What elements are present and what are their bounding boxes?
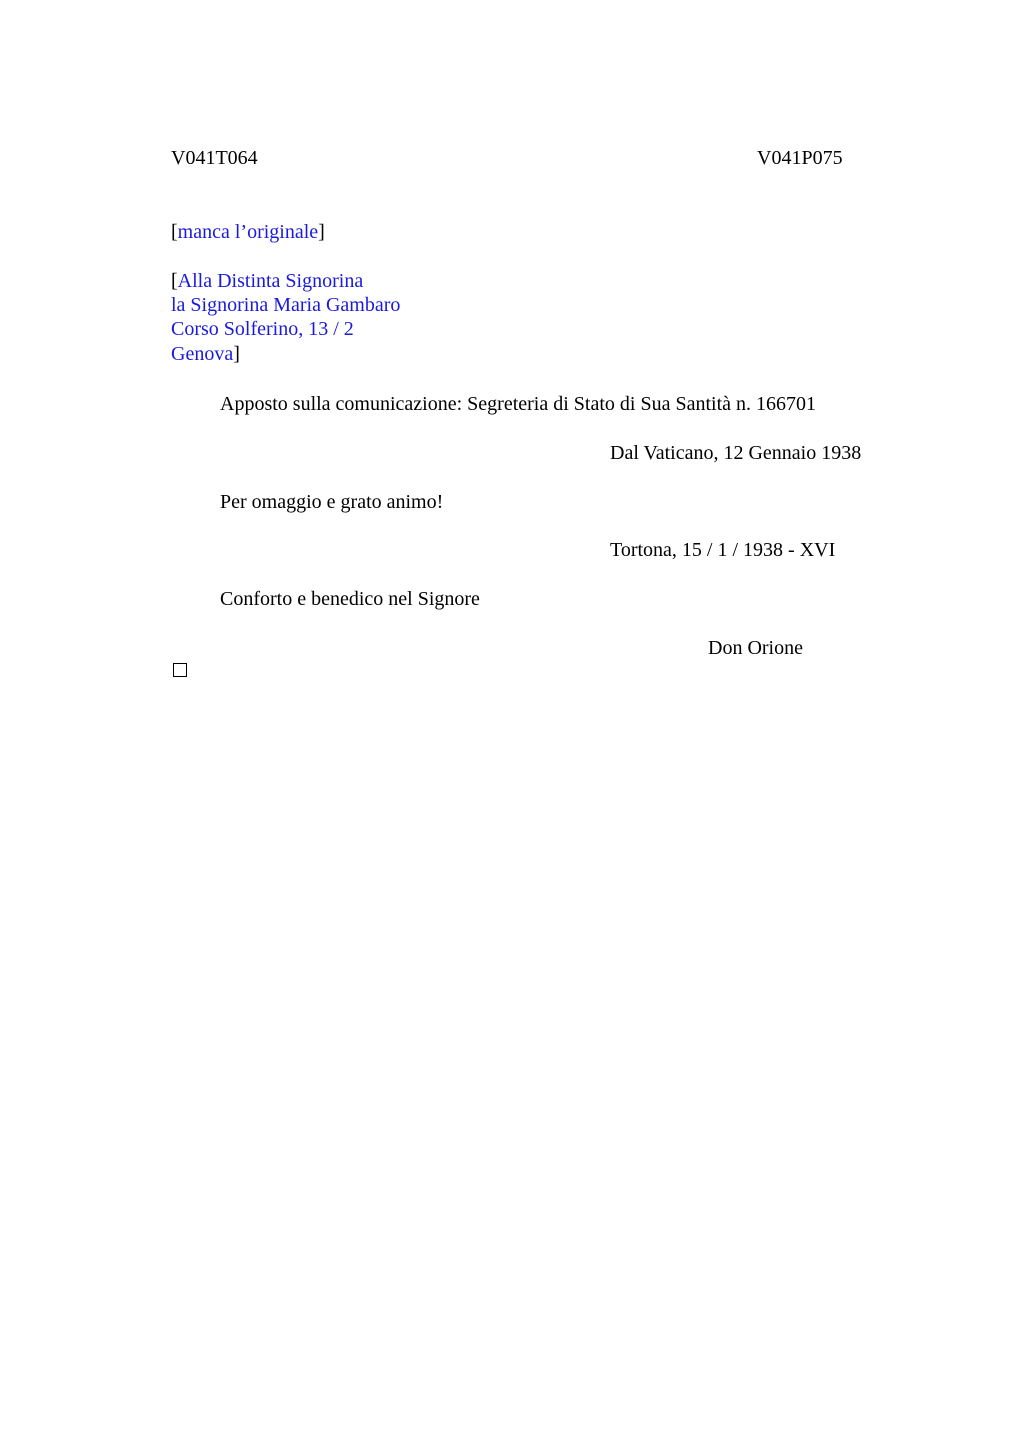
apposto-paragraph: Apposto sulla comunicazione: Segreteria di Stato di Sua Santità n. 166701 [220,393,817,415]
note-text: manca l’originale [177,221,319,243]
address-bracket-open: [ [171,270,178,292]
address-line-3: Corso Solferino, 13 / 2 [171,318,354,340]
address-line-1 [171,269,363,293]
address-line-4 [171,342,240,366]
address-line-1-text: Alla Distinta Signorina [177,270,364,292]
bracket-close: ] [318,221,325,243]
vatican-date: Dal Vaticano, 12 Gennaio 1938 [610,442,862,464]
address-line-4-text: Genova [171,343,234,365]
checkbox-icon [173,663,187,677]
tortona-date: Tortona, 15 / 1 / 1938 - XVI [610,539,836,561]
conforto-paragraph: Conforto e benedico nel Signore [220,588,480,610]
address-line-2: la Signorina Maria Gambaro [171,294,401,316]
signature: Don Orione [708,637,803,659]
document-code-right: V041P075 [757,147,843,169]
omaggio-paragraph: Per omaggio e grato animo! [220,491,444,513]
address-bracket-close: ] [233,343,240,365]
missing-original-note [171,220,325,244]
document-code-left: V041T064 [171,147,258,169]
bracket-open: [ [171,221,178,243]
